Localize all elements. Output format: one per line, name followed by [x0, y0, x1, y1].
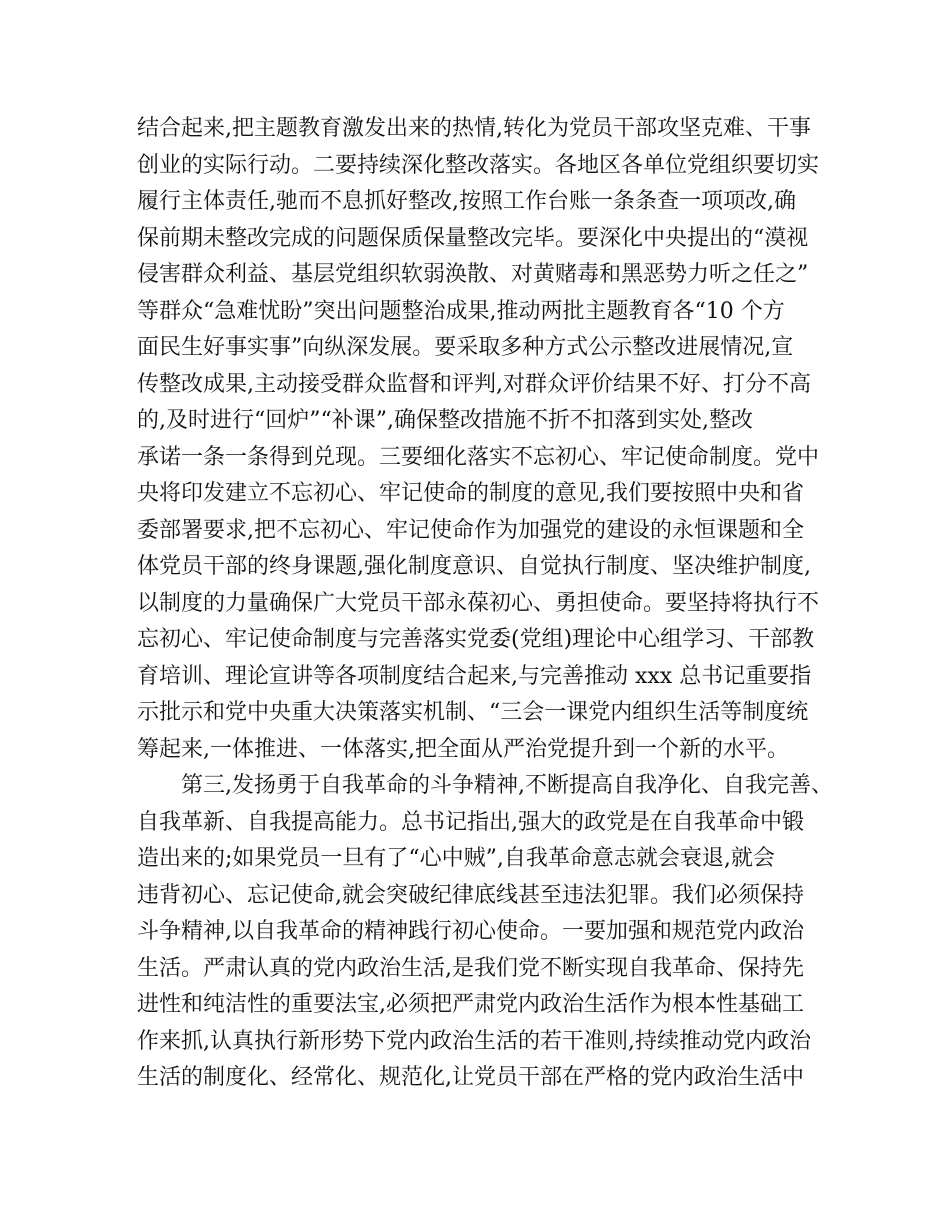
- text-line: 等群众“急难忧盼”突出问题整治成果,推动两批主题教育各“10 个方: [137, 298, 785, 324]
- text-line: 造出来的;如果党员一旦有了“心中贼”,自我革命意志就会衰退,就会: [137, 846, 775, 871]
- text-line: 以制度的力量确保广大党员干部永葆初心、勇担使命。要坚持将执行不: [137, 590, 820, 616]
- document-body: [137, 111, 837, 1097]
- text-line: 斗争精神,以自我革命的精神践行初心使命。一要加强和规范党内政治: [137, 919, 804, 944]
- text-line: 委部署要求,把不忘初心、牢记使命作为加强党的建设的永恒课题和全: [137, 517, 804, 543]
- text-line: 示批示和党中央重大决策落实机制、“三会一课党内组织生活等制度统: [137, 700, 809, 725]
- paragraph-start-line: 第三,发扬勇于自我革命的斗争精神,不断提高自我净化、自我完善、: [137, 773, 833, 798]
- text-line: 侵害群众利益、基层党组织软弱涣散、对黄赌毒和黑恶势力听之任之”: [137, 262, 809, 287]
- text-line: 进性和纯洁性的重要法宝,必须把严肃党内政治生活作为根本性基础工: [137, 992, 804, 1017]
- text-line: 的,及时进行“回炉”“补课”,确保整改措施不折不扣落到实处,整改: [137, 408, 753, 433]
- text-line: 自我革新、自我提高能力。总书记指出,强大的政党是在自我革命中锻: [137, 809, 804, 835]
- text-line: 传整改成果,主动接受群众监督和评判,对群众评价结果不好、打分不高: [137, 371, 811, 397]
- text-line: 违背初心、忘记使命,就会突破纪律底线甚至违法犯罪。我们必须保持: [137, 882, 804, 908]
- text-line: 育培训、理论宣讲等各项制度结合起来,与完善推动 xxx 总书记重要指: [137, 663, 812, 689]
- text-line: 生活的制度化、经常化、规范化,让党员干部在严格的党内政治生活中: [137, 1065, 804, 1090]
- text-line: 央将印发建立不忘初心、牢记使命的制度的意见,我们要按照中央和省: [137, 481, 804, 506]
- text-line: 承诺一条一条得到兑现。三要细化落实不忘初心、牢记使命制度。党中: [137, 444, 820, 470]
- text-line: 作来抓,认真执行新形势下党内政治生活的若干准则,持续推动党内政治: [137, 1028, 811, 1054]
- text-line: 忘初心、牢记使命制度与完善落实党委(党组)理论中心组学习、干部教: [137, 627, 815, 652]
- text-line: 筹起来,一体推进、一体落实,把全面从严治党提升到一个新的水平。: [137, 736, 789, 762]
- text-line: 保前期未整改完成的问题保质保量整改完毕。要深化中央提出的“漠视: [137, 225, 809, 251]
- text-line: 体党员干部的终身课题,强化制度意识、自觉执行制度、坚决维护制度,: [137, 554, 811, 579]
- text-line: 面民生好事实事”向纵深发展。要采取多种方式公示整改进展情况,宣: [137, 335, 794, 360]
- text-line: 生活。严肃认真的党内政治生活,是我们党不断实现自我革命、保持先: [137, 955, 804, 981]
- text-line: 创业的实际行动。二要持续深化整改落实。各地区各单位党组织要切实: [137, 152, 820, 178]
- text-line: 履行主体责任,驰而不息抓好整改,按照工作台账一条条查一项项改,确: [137, 189, 796, 214]
- text-line: 结合起来,把主题教育激发出来的热情,转化为党员干部攻坚克难、干事: [137, 116, 811, 141]
